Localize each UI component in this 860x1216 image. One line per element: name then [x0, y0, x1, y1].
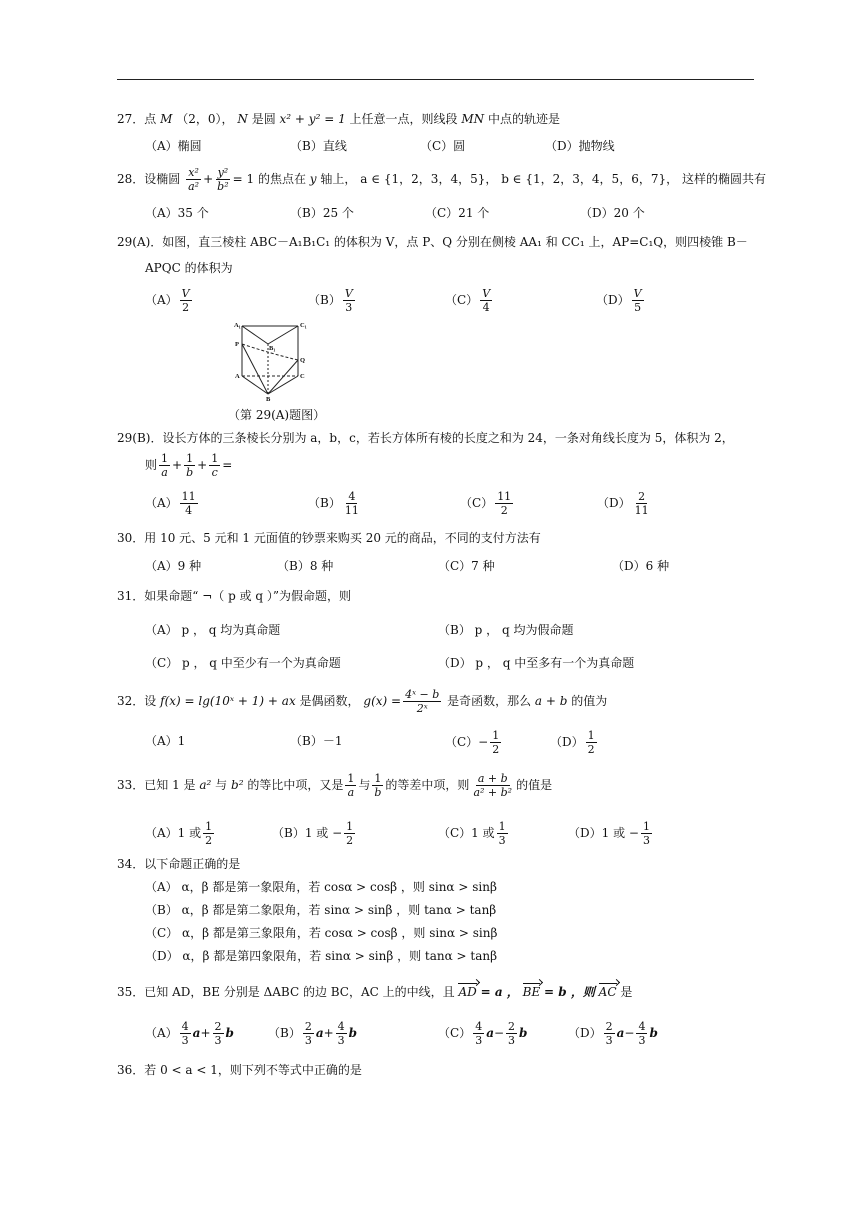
- prism-figure: [232, 318, 312, 402]
- question-34: 34．以下命题正确的是: [117, 857, 241, 871]
- option-29a-a: （A） $\frac{V}{2}$: [145, 287, 190, 314]
- option-33c: （C）1 或 $\frac{1}{3}$: [438, 820, 506, 847]
- option-31b: （B） p ， q 均为假命题: [438, 623, 574, 637]
- question-33: 33．已知 1 是 a² 与 b² 的等比中项，又是 $\frac{1}{a}$ 与 $\frac{1}{b}$ 的等差中项，则 $\frac{a + b}{\text{a² + b²}}$ 的值是: [117, 772, 553, 799]
- option-30b: （B）8 种: [277, 559, 334, 573]
- option-27d: （D）抛物线: [545, 139, 615, 153]
- option-29a-c: （C） $\frac{V}{4}$: [445, 287, 491, 314]
- option-33b: （B）1 或 − $\frac{1}{2}$: [272, 820, 354, 847]
- option-32b: （B）－1: [290, 734, 343, 748]
- option-31a: （A） p ， q 均为真命题: [145, 623, 281, 637]
- option-33d: （D）1 或 − $\frac{1}{3}$: [568, 820, 650, 847]
- question-29a-line2: APQC 的体积为: [145, 261, 233, 275]
- option-35a: （A） $\frac{4}{3}$ a+ $\frac{2}{3}$ b: [145, 1020, 234, 1047]
- question-36: 36．若 0 < a < 1，则下列不等式中正确的是: [117, 1063, 362, 1077]
- fig-label-B: B: [266, 396, 271, 402]
- fig-label-C: C: [300, 373, 305, 380]
- fig-label-A1: A₁: [234, 322, 241, 329]
- option-30a: （A）9 种: [145, 559, 202, 573]
- option-30d: （D）6 种: [612, 559, 670, 573]
- option-28b: （B）25 个: [290, 206, 354, 220]
- question-29b-line1: 29(B)．设长方体的三条棱长分别为 a，b，c，若长方体所有棱的长度之和为 24，一条对角线长度为 5，体积为 2，: [117, 431, 734, 445]
- fig-label-Q: Q: [300, 357, 306, 364]
- option-29a-b: （B） $\frac{V}{3}$: [308, 287, 353, 314]
- fig-label-P: P: [235, 341, 239, 348]
- option-27b: （B）直线: [290, 139, 347, 153]
- question-31: 31．如果命题“ ¬（ p 或 q ）”为假命题，则: [117, 589, 352, 603]
- option-32c: （C）− $\frac{1}{2}$: [445, 729, 500, 756]
- vector-BE: BE: [522, 985, 541, 999]
- vector-AD: AD: [458, 985, 477, 999]
- option-35d: （D） $\frac{2}{3}$ a− $\frac{4}{3}$ b: [568, 1020, 658, 1047]
- option-27c: （C）圆: [420, 139, 466, 153]
- question-28: 28．设椭圆 $\frac{\text{x²}}{\text{a²}}$ + $\frac{\text{y²}}{\text{b²}}$ = 1 的焦点在 y 轴上， a ∈ {1，2，3，4，5}， b ∈ {1，2，3，4，5，6，7}， 这样的椭圆共有: [117, 166, 766, 193]
- option-35b: （B） $\frac{2}{3}$ a+ $\frac{4}{3}$ b: [268, 1020, 358, 1047]
- option-27a: （A）椭圆: [145, 139, 202, 153]
- option-32d: （D） $\frac{1}{2}$: [550, 729, 595, 756]
- vector-AC: AC: [598, 985, 617, 999]
- question-29a-line1: 29(A)．如图，直三棱柱 ABC－A₁B₁C₁ 的体积为 V，点 P、Q 分别在侧棱 AA₁ 和 CC₁ 上，AP=C₁Q，则四棱锥 B－: [117, 235, 748, 249]
- option-29b-a: （A） $\frac{11}{4}$: [145, 490, 196, 517]
- option-30c: （C）7 种: [438, 559, 495, 573]
- fig-label-A: A: [235, 373, 240, 380]
- option-29b-c: （C） $\frac{11}{2}$: [460, 490, 512, 517]
- option-34b: （B） α，β 都是第二象限角，若 sinα > sinβ ，则 tanα > tanβ: [145, 903, 497, 917]
- option-34c: （C） α，β 都是第三象限角，若 cosα > cosβ ，则 sinα > sinβ: [145, 926, 498, 940]
- figure-caption: （第 29(A)题图）: [228, 408, 326, 422]
- ellipse-frac-y: $\frac{\text{y²}}{\text{b²}}$: [217, 166, 229, 193]
- option-29b-b: （B） $\frac{4}{11}$: [308, 490, 359, 517]
- header-rule: [117, 79, 754, 80]
- question-32: 32．设 f(x) = lg(10ˣ + 1) + ax 是偶函数， g(x) = $\frac{\text{4ˣ − b}}{\text{2ˣ}}$ 是奇函数，那么 a + b 的值为: [117, 688, 608, 715]
- option-35c: （C） $\frac{4}{3}$ a− $\frac{2}{3}$ b: [438, 1020, 528, 1047]
- option-34d: （D） α，β 都是第四象限角，若 sinα > sinβ ，则 tanα > tanβ: [145, 949, 498, 963]
- option-28d: （D）20 个: [580, 206, 645, 220]
- fig-label-C1: C₁: [300, 322, 307, 329]
- option-29b-d: （D） $\frac{2}{11}$: [597, 490, 649, 517]
- option-32a: （A）1: [145, 734, 186, 748]
- option-33a: （A）1 或 $\frac{1}{2}$: [145, 820, 213, 847]
- question-30: 30．用 10 元、5 元和 1 元面值的钞票来购买 20 元的商品，不同的支付方法有: [117, 531, 541, 545]
- option-29a-d: （D） $\frac{V}{5}$: [596, 287, 642, 314]
- option-31c: （C） p ， q 中至少有一个为真命题: [145, 656, 341, 670]
- option-28a: （A）35 个: [145, 206, 209, 220]
- ellipse-frac-x: $\frac{\text{x²}}{\text{a²}}$: [188, 166, 200, 193]
- option-28c: （C）21 个: [425, 206, 490, 220]
- question-35: 35．已知 AD，BE 分别是 ΔABC 的边 BC，AC 上的中线，且 AD = a ， BE = b ，则 AC 是: [117, 985, 633, 999]
- option-31d: （D） p ， q 中至多有一个为真命题: [438, 656, 635, 670]
- fig-label-B1: B₁: [269, 345, 276, 352]
- option-34a: （A） α，β 都是第一象限角，若 cosα > cosβ ，则 sinα > sinβ: [145, 880, 497, 894]
- question-29b-line2: 则 $\frac{1}{a}$ + $\frac{1}{b}$ + $\frac{1}{c}$ =: [145, 452, 233, 479]
- question-27: 27．点 M （2，0）， N 是圆 x² + y² = 1 上任意一点，则线段 MN 中点的轨迹是: [117, 112, 561, 126]
